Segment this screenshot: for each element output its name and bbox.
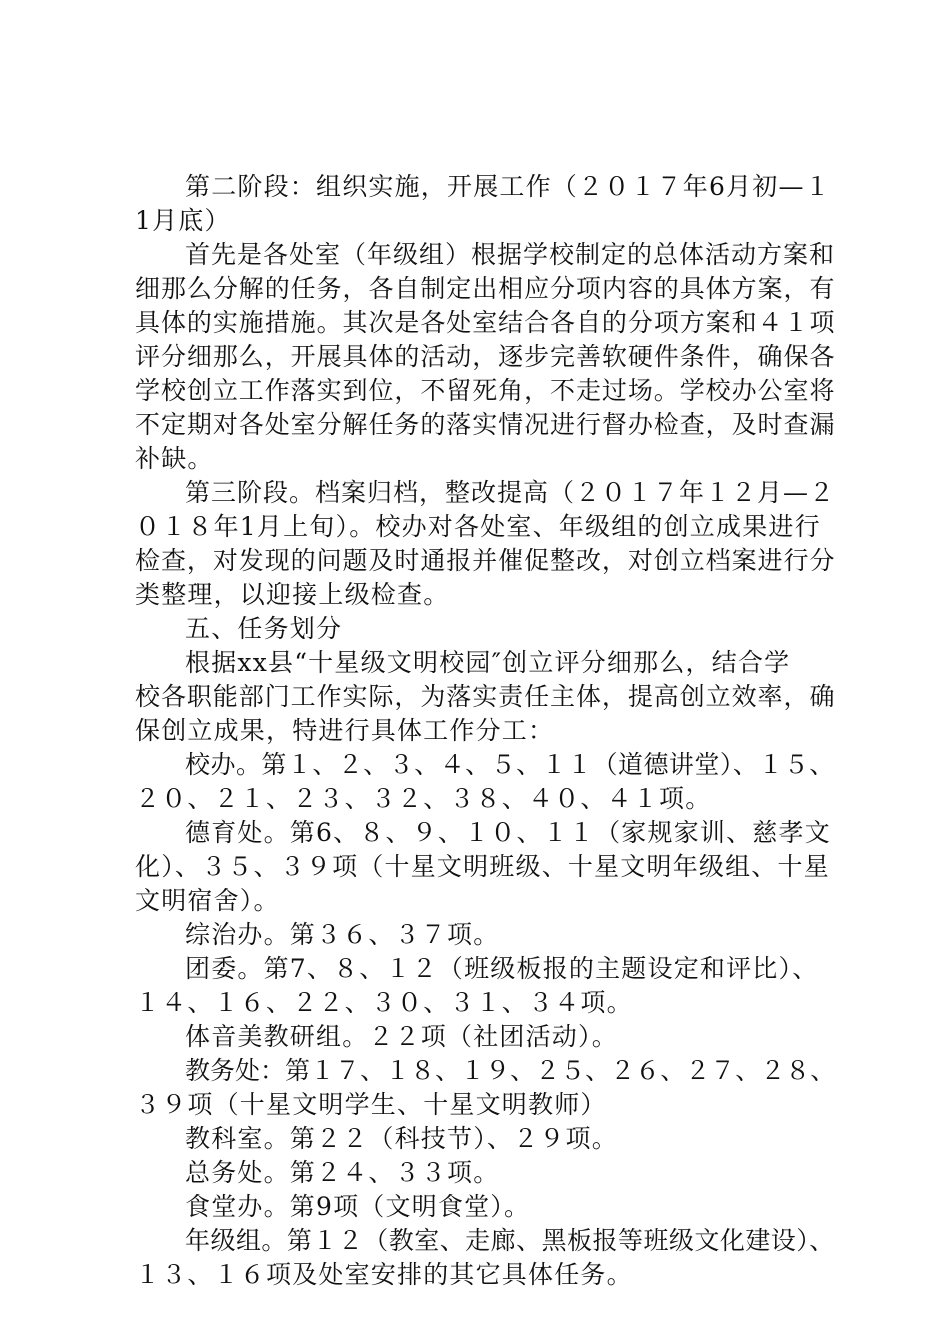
paragraph-line: 文明宿舍）。 xyxy=(135,886,280,915)
section-heading: 五、任务划分 xyxy=(185,614,343,643)
paragraph-line: 具体的实施措施。其次是各处室结合各自的分项方案和４１项 xyxy=(135,308,836,337)
paragraph-line: ３９项（十星文明学生、十星文明教师） xyxy=(135,1090,607,1119)
paragraph-line: 团委。第7、８、１２（班级板报的主题设定和评比）、 xyxy=(185,954,819,983)
paragraph-line: 食堂办。第9项（文明食堂）。 xyxy=(185,1192,531,1221)
paragraph-line: １３、１６项及处室安排的其它具体任务。 xyxy=(135,1260,633,1289)
paragraph-line: 1月底） xyxy=(135,206,231,235)
paragraph-line: 细那么分解的任务，各自制定出相应分项内容的具体方案，有 xyxy=(135,274,836,303)
paragraph-line: 类整理，以迎接上级检查。 xyxy=(135,580,450,609)
paragraph-line: 保创立成果，特进行具体工作分工： xyxy=(135,716,555,745)
paragraph-line: ２０、２１、２３、３２、３８、４０、４１项。 xyxy=(135,784,712,813)
paragraph-line: 校各职能部门工作实际，为落实责任主体，提高创立效率，确 xyxy=(135,682,836,711)
paragraph-line: １４、１６、２２、３０、３１、３４项。 xyxy=(135,988,633,1017)
paragraph-line: 根据xx县“十星级文明校园″创立评分细那么，结合学 xyxy=(185,648,791,677)
paragraph-line: 年级组。第１２（教室、走廊、黑板报等班级文化建设）、 xyxy=(185,1226,835,1255)
paragraph-line: 检查，对发现的问题及时通报并催促整改，对创立档案进行分 xyxy=(135,546,836,575)
paragraph-line: 体音美教研组。２２项（社团活动）。 xyxy=(185,1022,618,1051)
paragraph-line: 教务处：第１７、１８、１９、２５、２６、２７、２８、 xyxy=(185,1056,836,1085)
paragraph-line: 综治办。第３６、３７项。 xyxy=(185,920,500,949)
paragraph-line: 校办。第１、２、３、４、５、１１（道德讲堂）、１５、 xyxy=(185,750,835,779)
paragraph-line: 不定期对各处室分解任务的落实情况进行督办检查，及时查漏 xyxy=(135,410,836,439)
paragraph-line: 教科室。第２２（科技节）、２９项。 xyxy=(185,1124,618,1153)
paragraph-line: 第三阶段。档案归档，整改提高（２０１７年１２月—２ xyxy=(185,478,836,507)
paragraph-line: 评分细那么，开展具体的活动，逐步完善软硬件条件，确保各 xyxy=(135,342,836,371)
paragraph-line: 第二阶段：组织实施，开展工作（２０１７年6月初—１ xyxy=(185,172,831,201)
paragraph-line: 补缺。 xyxy=(135,444,214,473)
paragraph-line: 化）、３５、３９项（十星文明班级、十星文明年级组、十星 xyxy=(135,852,830,881)
paragraph-line: 德育处。第6、８、９、１０、１１（家规家训、慈孝文 xyxy=(185,818,831,847)
paragraph-line: 总务处。第２４、３３项。 xyxy=(185,1158,500,1187)
paragraph-line: 首先是各处室（年级组）根据学校制定的总体活动方案和 xyxy=(185,240,836,269)
paragraph-line: ０１８年1月上旬）。校办对各处室、年级组的创立成果进行 xyxy=(135,512,821,541)
paragraph-line: 学校创立工作落实到位，不留死角，不走过场。学校办公室将 xyxy=(135,376,836,405)
